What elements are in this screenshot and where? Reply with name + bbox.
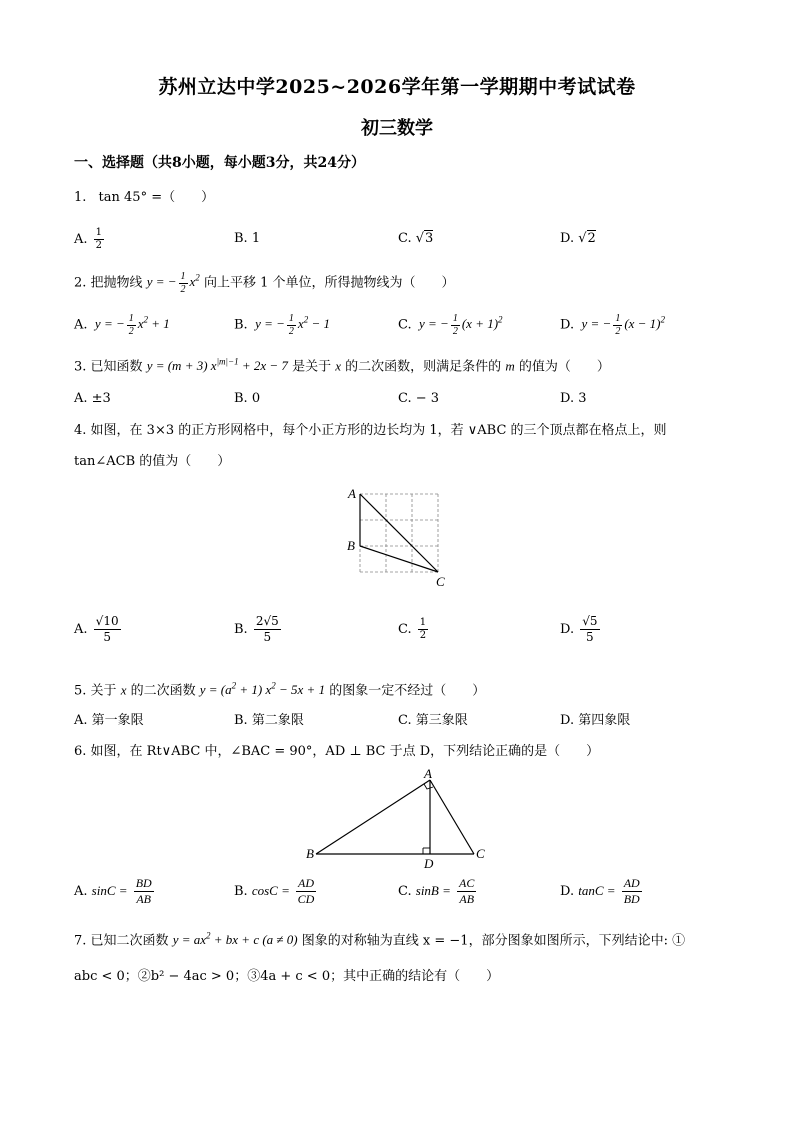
question-3: [74, 352, 610, 377]
q4-option-d: D. $\frac{√5}{5}$: [560, 614, 598, 644]
q5-stem-pre: 5. 关于: [74, 683, 117, 699]
q6-label-a: A: [424, 766, 432, 781]
q1-a-label: A.: [74, 232, 88, 247]
q4-option-b: B. $\frac{2√5}{5}$: [234, 614, 279, 644]
q1-c-radicand: 3: [425, 231, 434, 246]
q2-parabola: y = − $\frac{1}{2}$ $x^2$: [146, 270, 200, 295]
q3-option-c: C. − 3: [398, 391, 440, 406]
q3-stem-end: 的二次函数，则满足条件的: [345, 359, 502, 375]
q6-label-c: C: [476, 846, 485, 861]
q6-label-b: B: [306, 846, 314, 861]
q4-label-b: B: [347, 538, 355, 553]
q5-stem-post: 的图象一定不经过（ ）: [329, 683, 486, 699]
q5-function: $y = (a^2 + 1) x^2 - 5x + 1$: [199, 681, 326, 698]
q4-option-a: A. $\frac{√10}{5}$: [74, 614, 119, 644]
q7-stem-post: 图象的对称轴为直线 x = −1，部分图象如图所示，下列结论中: ①: [301, 933, 686, 949]
q2-option-d: D. y = − $\frac{1}{2}$ $(x - 1)^2$: [560, 312, 666, 337]
q5-option-b: B. 第二象限: [234, 713, 304, 728]
q6-option-d: D. tanC = $\frac{AD}{BD}$: [560, 876, 640, 906]
q2-option-c: C. y = − $\frac{1}{2}$ $(x + 1)^2$: [398, 312, 503, 337]
q5-option-d: D. 第四象限: [560, 713, 631, 728]
q3-stem-post: 是关于: [292, 359, 332, 375]
q1-option-c: C. √3: [398, 231, 434, 246]
question-7-line-1: [74, 926, 685, 951]
q7-function: $y = ax^2$ + bx + c (a ≠ 0): [172, 931, 298, 948]
q3-option-a: A. ±3: [74, 391, 111, 406]
q5-stem-mid: 的二次函数: [130, 683, 196, 699]
question-5: [74, 676, 485, 701]
question-7-line-2: abc < 0；②b² − 4ac > 0；③4a + c < 0；其中正确的结论有（ ）: [74, 969, 500, 984]
q6-triangle-figure: [300, 766, 500, 872]
q5-option-a: A. 第一象限: [74, 713, 144, 728]
q1-d-label: D.: [560, 231, 575, 246]
q3-stem-pre: 3. 已知函数: [74, 359, 143, 375]
q6-label-d: D: [424, 856, 434, 871]
exam-title: 苏州立达中学2025~2026学年第一学期期中考试试卷: [158, 76, 636, 98]
q1-option-a: [74, 227, 106, 252]
q6-option-c: C. sinB = $\frac{AC}{AB}$: [398, 876, 475, 906]
question-4-line-1: 4. 如图，在 3×3 的正方形网格中，每个小正方形的边长均为 1，若 ∨ABC 的三个顶点都在格点上，则: [74, 423, 667, 438]
question-6: 6. 如图，在 Rt∨ABC 中，∠BAC = 90°，AD ⊥ BC 于点 D，下列结论正确的是（ ）: [74, 744, 600, 759]
q3-option-d: D. 3: [560, 391, 587, 406]
q4-label-a: A: [348, 486, 356, 501]
q2-option-a: A. y = − $\frac{1}{2}$ $x^2 + 1$: [74, 312, 170, 337]
q4-grid-figure: [340, 484, 460, 590]
q2-option-b: B. y = − $\frac{1}{2}$ $x^2 - 1$: [234, 312, 330, 337]
q3-option-b: B. 0: [234, 391, 261, 406]
q1-option-d: D. √2: [560, 231, 596, 246]
exam-subtitle: 初三数学: [361, 118, 433, 139]
q1-number: 1.: [74, 190, 87, 205]
q4-option-c: C. $\frac{1}{2}$: [398, 617, 427, 641]
q1-a-fraction: $\frac{1}{2}$: [95, 227, 103, 251]
q6-option-a: A. sinC = $\frac{BD}{AB}$: [74, 876, 152, 906]
q5-x: x: [120, 682, 127, 698]
q1-c-label: C.: [398, 231, 412, 246]
q3-function: y = (m + 3) $x^{|m|-1} + 2x - 7$: [146, 357, 288, 374]
section-heading: 一、选择题（共8小题，每小题3分，共24分）: [74, 155, 365, 171]
q2-stem-pre: 2. 把抛物线: [74, 275, 143, 291]
q1-stem: tan 45° =（ ）: [98, 190, 215, 205]
q1-d-radicand: 2: [587, 231, 596, 246]
q3-x: x: [335, 358, 342, 374]
q2-stem-post: 向上平移 1 个单位，所得抛物线为（ ）: [203, 275, 455, 291]
question-1: [74, 188, 214, 208]
q7-stem-pre: 7. 已知二次函数: [74, 933, 169, 949]
question-4-line-2: tan∠ACB 的值为（ ）: [74, 454, 231, 469]
q5-option-c: C. 第三象限: [398, 713, 468, 728]
question-2: [74, 268, 454, 296]
q4-label-c: C: [436, 574, 445, 589]
q3-m: m: [505, 358, 515, 374]
q1-option-b: B. 1: [234, 231, 261, 246]
q3-stem-tail: 的值为（ ）: [518, 359, 610, 375]
q6-option-b: B. cosC = $\frac{AD}{CD}$: [234, 876, 315, 906]
